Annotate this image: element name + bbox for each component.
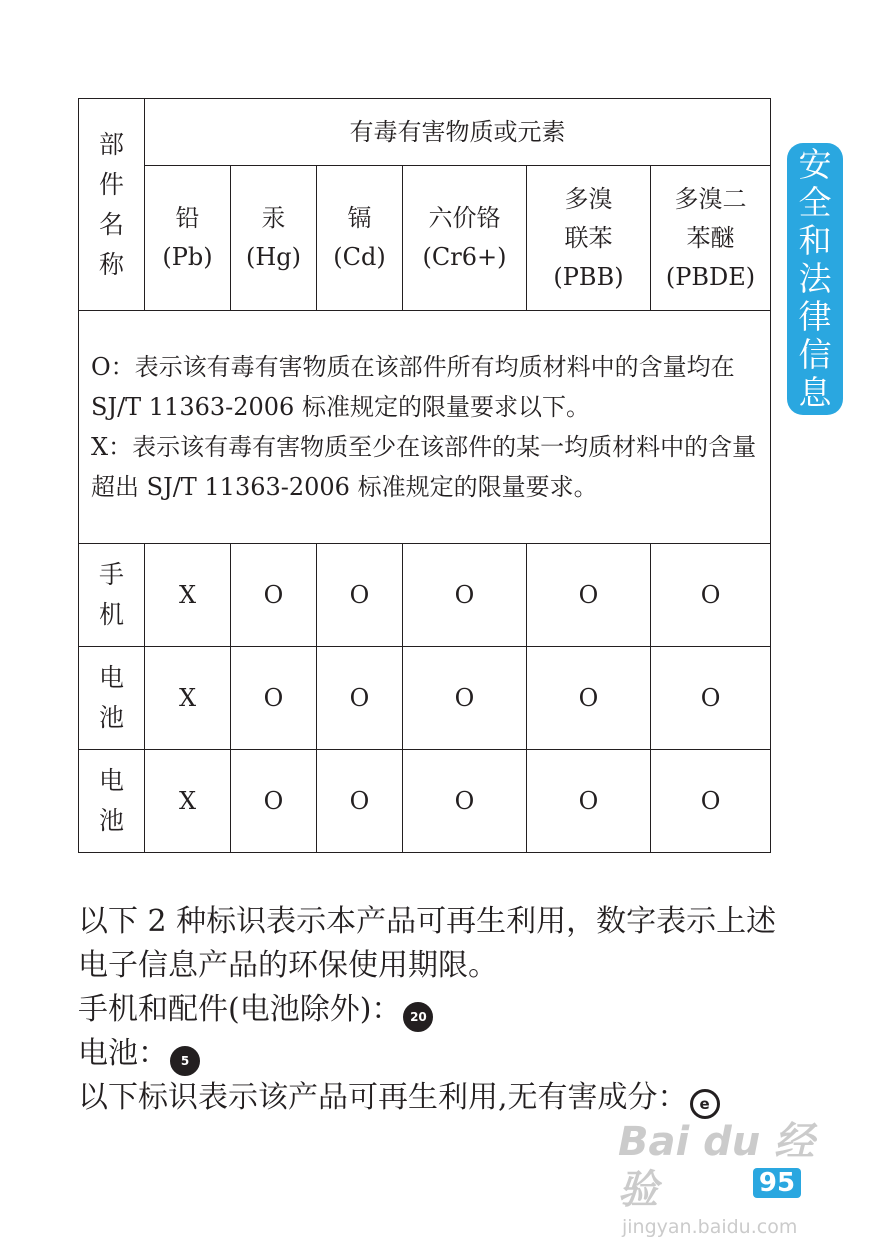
cell-value: O xyxy=(231,750,317,853)
substance-symbol: (Hg) xyxy=(245,243,302,271)
cell-value: X xyxy=(145,544,231,647)
substance-name: 多溴二苯醚 xyxy=(674,184,747,252)
cell-value: O xyxy=(527,750,651,853)
substance-header xyxy=(231,166,317,311)
baidu-jingyan-watermark xyxy=(618,1118,838,1240)
substance-name: 铅 xyxy=(175,204,200,232)
substance-group-header: 有毒有害物质或元素 xyxy=(145,99,771,166)
substance-header xyxy=(317,166,403,311)
table-row xyxy=(79,544,771,647)
row-part-text: 电池 xyxy=(98,766,124,835)
cell-value: O xyxy=(317,647,403,750)
watermark-url: jingyan.baidu.com xyxy=(622,1216,798,1238)
cell-value: X xyxy=(145,647,231,750)
substance-symbol: (Pb) xyxy=(162,243,213,271)
substance-symbol: (Cd) xyxy=(333,243,386,271)
cell-value: O xyxy=(403,647,527,750)
cell-value: O xyxy=(651,544,771,647)
note-o: O：表示该有毒有害物质在该部件所有均质材料中的含量均在 SJ/T 11363-2006 标准规定的限量要求以下。 xyxy=(91,353,735,421)
cell-value: O xyxy=(403,750,527,853)
phone-period-label: 手机和配件(电池除外)： xyxy=(78,992,402,1027)
cell-value: O xyxy=(231,544,317,647)
row-part-name xyxy=(79,647,145,750)
row-part-name xyxy=(79,750,145,853)
watermark-logo: Bai du 经验 xyxy=(618,1119,815,1213)
substance-name: 汞 xyxy=(261,204,286,232)
row-part-text: 电池 xyxy=(98,663,124,732)
part-name-header-text: 部件名称 xyxy=(98,129,124,279)
legend-notes xyxy=(79,311,771,544)
table-row xyxy=(79,750,771,853)
cell-value: O xyxy=(527,647,651,750)
cell-value: O xyxy=(231,647,317,750)
phone-period-line xyxy=(78,988,798,1032)
env-period-5-icon: 5 xyxy=(170,1046,200,1076)
cell-value: O xyxy=(651,750,771,853)
substance-header xyxy=(651,166,771,311)
part-name-header xyxy=(79,99,145,311)
substance-header xyxy=(145,166,231,311)
cell-value: O xyxy=(317,750,403,853)
substance-name: 镉 xyxy=(347,204,372,232)
table-row xyxy=(79,647,771,750)
recyclable-e-icon: e xyxy=(690,1089,720,1119)
battery-period-label: 电池： xyxy=(78,1036,168,1071)
substance-name: 多溴联苯 xyxy=(564,184,613,252)
page-number: 95 xyxy=(753,1168,801,1198)
section-side-tab xyxy=(787,143,843,415)
cell-value: O xyxy=(527,544,651,647)
substance-symbol: (PBB) xyxy=(553,262,624,291)
battery-period-line xyxy=(78,1032,798,1076)
cell-value: O xyxy=(651,647,771,750)
recycling-info xyxy=(78,900,798,1120)
row-part-name xyxy=(79,544,145,647)
substance-header xyxy=(527,166,651,311)
substance-name: 六价铬 xyxy=(428,204,501,232)
substance-symbol: (PBDE) xyxy=(665,262,756,291)
cell-value: X xyxy=(145,750,231,853)
row-part-text: 手机 xyxy=(98,560,124,629)
substance-symbol: (Cr6+) xyxy=(422,243,507,271)
hazardous-substances-table xyxy=(78,98,771,853)
note-x: X：表示该有毒有害物质至少在该部件的某一均质材料中的含量超出 SJ/T 11363-2006 标准规定的限量要求。 xyxy=(91,433,757,501)
env-period-20-icon: 20 xyxy=(403,1002,433,1032)
recycling-intro: 以下 2 种标识表示本产品可再生利用，数字表示上述电子信息产品的环保使用期限。 xyxy=(78,904,777,983)
cell-value: O xyxy=(403,544,527,647)
section-side-tab-label: 安全和法律信息 xyxy=(798,145,832,412)
cell-value: O xyxy=(317,544,403,647)
recycle-line xyxy=(78,1076,798,1120)
recycle-label: 以下标识表示该产品可再生利用,无有害成分： xyxy=(78,1080,688,1115)
substance-header xyxy=(403,166,527,311)
